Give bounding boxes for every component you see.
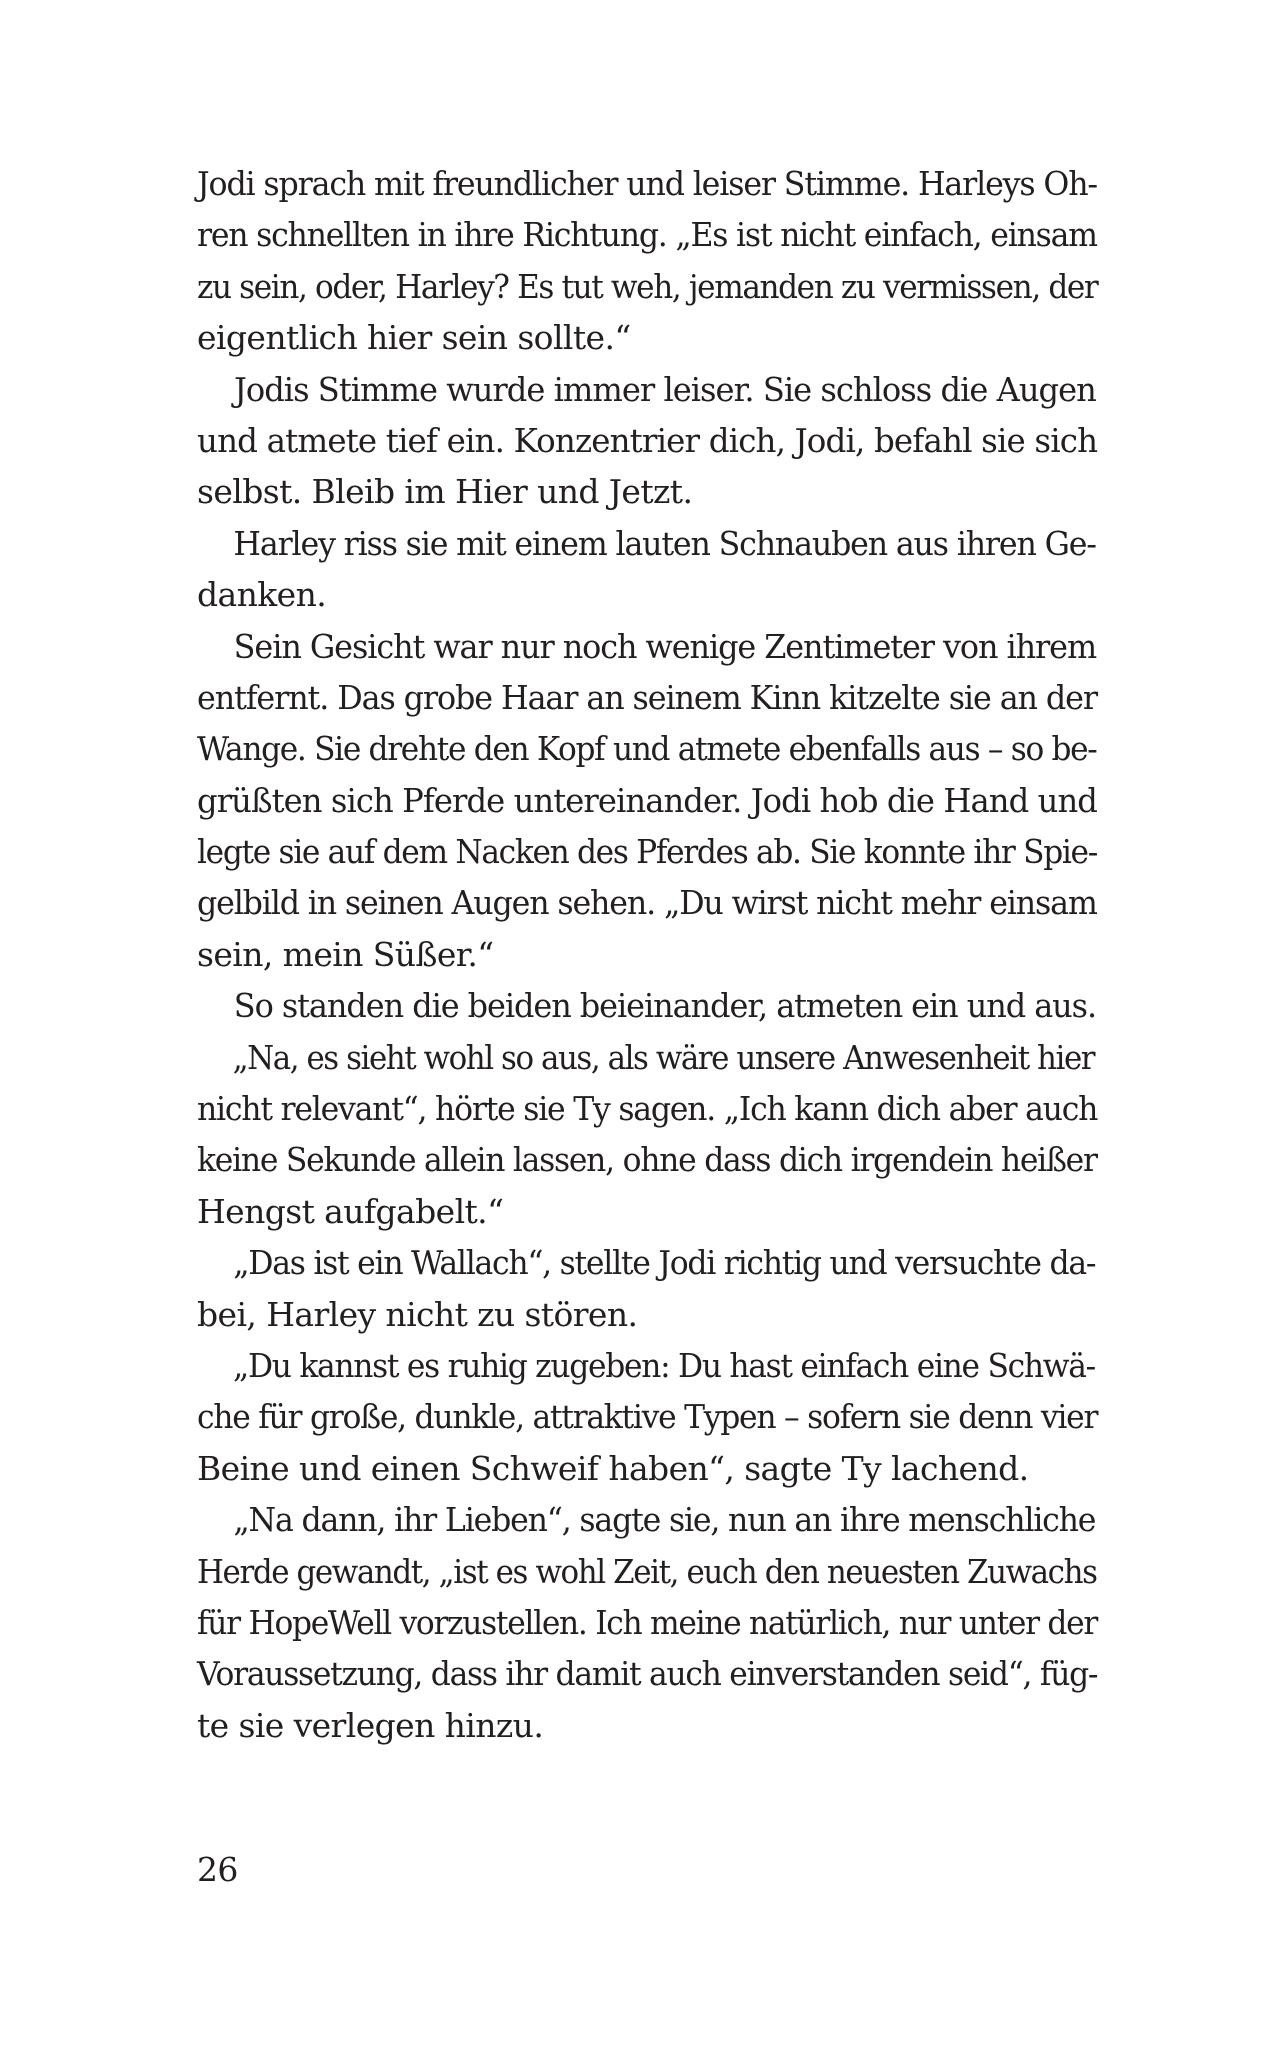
text-line: Hengst aufgabelt.“ xyxy=(197,1191,504,1231)
text-line: nicht relevant“, hörte sie Ty sagen. „Ich kann dich aber auch xyxy=(197,1089,1098,1129)
text-line: legte sie auf dem Nacken des Pferdes ab. Sie konnte ihr Spie- xyxy=(197,832,1097,872)
text-line: Sein Gesicht war nur noch wenige Zentimeter von ihrem xyxy=(233,626,1097,666)
text-line: keine Sekunde allein lassen, ohne dass dich irgendein heißer xyxy=(197,1140,1097,1180)
text-line: eigentlich hier sein sollte.“ xyxy=(197,318,631,358)
text-line: für HopeWell vorzustellen. Ich meine natürlich, nur unter der xyxy=(197,1602,1097,1642)
text-line: gelbild in seinen Augen sehen. „Du wirst nicht mehr einsam xyxy=(197,883,1097,923)
text-line: Wange. Sie drehte den Kopf und atmete ebenfalls aus – so be- xyxy=(197,729,1097,769)
text-line: Jodis Stimme wurde immer leiser. Sie schloss die Augen xyxy=(233,369,1096,409)
text-line: Jodi sprach mit freundlicher und leiser Stimme. Harleys Oh- xyxy=(197,164,1097,203)
text-line: Voraussetzung, dass ihr damit auch einverstanden seid“, füg- xyxy=(197,1654,1098,1694)
text-line: „Na, es sieht wohl so aus, als wäre unsere Anwesenheit hier xyxy=(232,1037,1095,1077)
text-line: „Das ist ein Wallach“, stellte Jodi richtig und versuchte da- xyxy=(233,1243,1096,1283)
text-line: Beine und einen Schweif haben“, sagte Ty lachend. xyxy=(197,1448,1029,1488)
text-line: Harley riss sie mit einem lauten Schnauben aus ihren Ge- xyxy=(233,523,1096,563)
text-line: danken. xyxy=(197,575,327,615)
text-line: che für große, dunkle, attraktive Typen – sofern sie denn vier xyxy=(197,1397,1098,1437)
text-line: grüßten sich Pferde untereinander. Jodi hob die Hand und xyxy=(197,780,1097,820)
text-line: te sie verlegen hinzu. xyxy=(197,1705,544,1745)
text-line: sein, mein Süßer.“ xyxy=(197,934,494,974)
body-text xyxy=(197,158,1097,1751)
text-line: zu sein, oder, Harley? Es tut weh, jemanden zu vermissen, der xyxy=(197,266,1098,306)
text-line: „Du kannst es ruhig zugeben: Du hast einfach eine Schwä- xyxy=(233,1345,1095,1385)
text-line: selbst. Bleib im Hier und Jetzt. xyxy=(197,472,693,512)
text-line: Herde gewandt, „ist es wohl Zeit, euch den neuesten Zuwachs xyxy=(197,1551,1097,1591)
text-line: So standen die beiden beieinander, atmeten ein und aus. xyxy=(233,986,1097,1026)
text-line: bei, Harley nicht zu stören. xyxy=(197,1294,638,1334)
text-line: und atmete tief ein. Konzentrier dich, Jodi, befahl sie sich xyxy=(197,420,1098,460)
text-line: ren schnellten in ihre Richtung. „Es ist nicht einfach, einsam xyxy=(197,215,1097,255)
page-number: 26 xyxy=(197,1850,238,1889)
text-line: „Na dann, ihr Lieben“, sagte sie, nun an ihre menschliche xyxy=(233,1500,1096,1540)
text-line: entfernt. Das grobe Haar an seinem Kinn kitzelte sie an der xyxy=(197,677,1097,717)
